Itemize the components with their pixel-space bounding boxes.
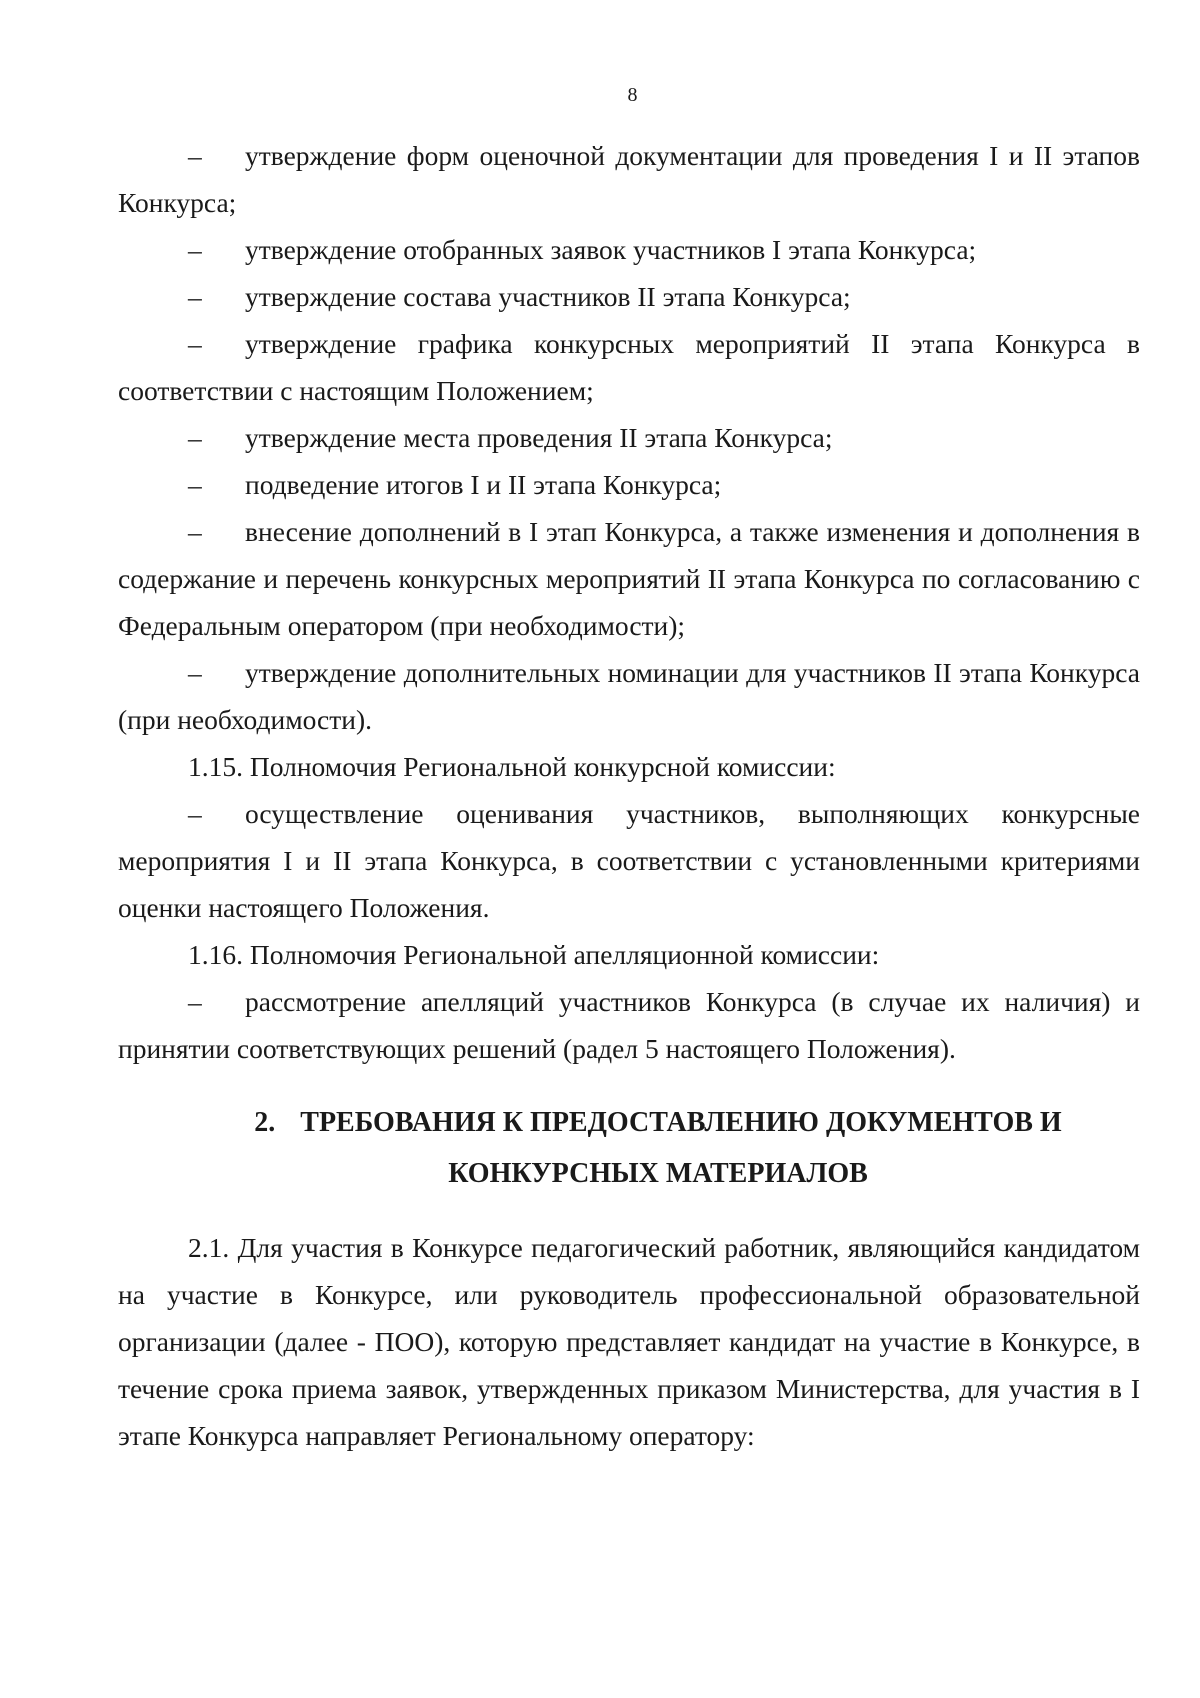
list-item	[118, 649, 1140, 743]
section-heading	[118, 1097, 1140, 1199]
section-number: 2.	[254, 1107, 276, 1138]
list-item-text: осуществление оценивания участников, выполняющих конкурсные мероприятия I и II этапа Конкурса, в соответствии с установленными критериями оценки настоящего Положения.	[118, 798, 1140, 923]
list-item	[118, 273, 1140, 320]
clause-2-1	[118, 1224, 1140, 1459]
list-item	[118, 132, 1140, 226]
list-item-text: утверждение отобранных заявок участников I этапа Конкурса;	[245, 234, 977, 265]
list-item	[118, 414, 1140, 461]
clause-number: 1.15.	[188, 751, 243, 782]
list-item-text: рассмотрение апелляций участников Конкурса (в случае их наличия) и принятии соответствующих решений (радел 5 настоящего Положения).	[118, 986, 1140, 1064]
list-dash: –	[188, 986, 202, 1017]
clause-text: Полномочия Региональной конкурсной комиссии:	[249, 751, 836, 782]
list-item-text: утверждение форм оценочной документации для проведения I и II этапов Конкурса;	[118, 140, 1140, 218]
section-title-line-2: КОНКУРСНЫХ МАТЕРИАЛОВ	[448, 1158, 868, 1189]
list-item	[118, 226, 1140, 273]
list-dash: –	[188, 798, 202, 829]
list-item-text: утверждение места проведения II этапа Конкурса;	[245, 422, 833, 453]
list-item	[118, 978, 1140, 1072]
clause-number: 1.16.	[188, 939, 243, 970]
list-item	[118, 461, 1140, 508]
clause-number: 2.1.	[188, 1232, 230, 1263]
list-item-text: утверждение дополнительных номинации для участников II этапа Конкурса (при необходимости).	[118, 657, 1140, 735]
list-dash: –	[188, 328, 202, 359]
clause-1-16	[118, 931, 1140, 978]
list-dash: –	[188, 657, 202, 688]
clause-text: Полномочия Региональной апелляционной комиссии:	[249, 939, 880, 970]
list-dash: –	[188, 234, 202, 265]
list-item	[118, 790, 1140, 931]
list-dash: –	[188, 469, 202, 500]
section-title-line-1: ТРЕБОВАНИЯ К ПРЕДОСТАВЛЕНИЮ ДОКУМЕНТОВ И	[300, 1107, 1062, 1138]
clause-text: Для участия в Конкурсе педагогический работник, являющийся кандидатом на участие в Конкурсе, или руководитель профессиональной образовательной организации (далее - ПОО), которую представляет кандидат на участие в Конкурсе, в течение срока приема заявок, утвержденных приказом Министерства, для участия в I этапе Конкурса направляет Региональному оператору:	[118, 1232, 1140, 1451]
section-heading-line-1	[176, 1097, 1140, 1148]
list-item-text: подведение итогов I и II этапа Конкурса;	[245, 469, 722, 500]
list-item-text: внесение дополнений в I этап Конкурса, а также изменения и дополнения в содержание и перечень конкурсных мероприятий II этапа Конкурса по согласованию с Федеральным оператором (при необходимости);	[118, 516, 1140, 641]
list-item-text: утверждение состава участников II этапа Конкурса;	[245, 281, 851, 312]
list-item	[118, 508, 1140, 649]
list-dash: –	[188, 281, 202, 312]
clause-1-15	[118, 743, 1140, 790]
page-number: 8	[627, 84, 638, 106]
document-body	[118, 132, 1140, 1459]
list-dash: –	[188, 140, 202, 171]
list-item-text: утверждение графика конкурсных мероприятий II этапа Конкурса в соответствии с настоящим Положением;	[118, 328, 1140, 406]
list-item	[118, 320, 1140, 414]
list-dash: –	[188, 516, 202, 547]
list-dash: –	[188, 422, 202, 453]
